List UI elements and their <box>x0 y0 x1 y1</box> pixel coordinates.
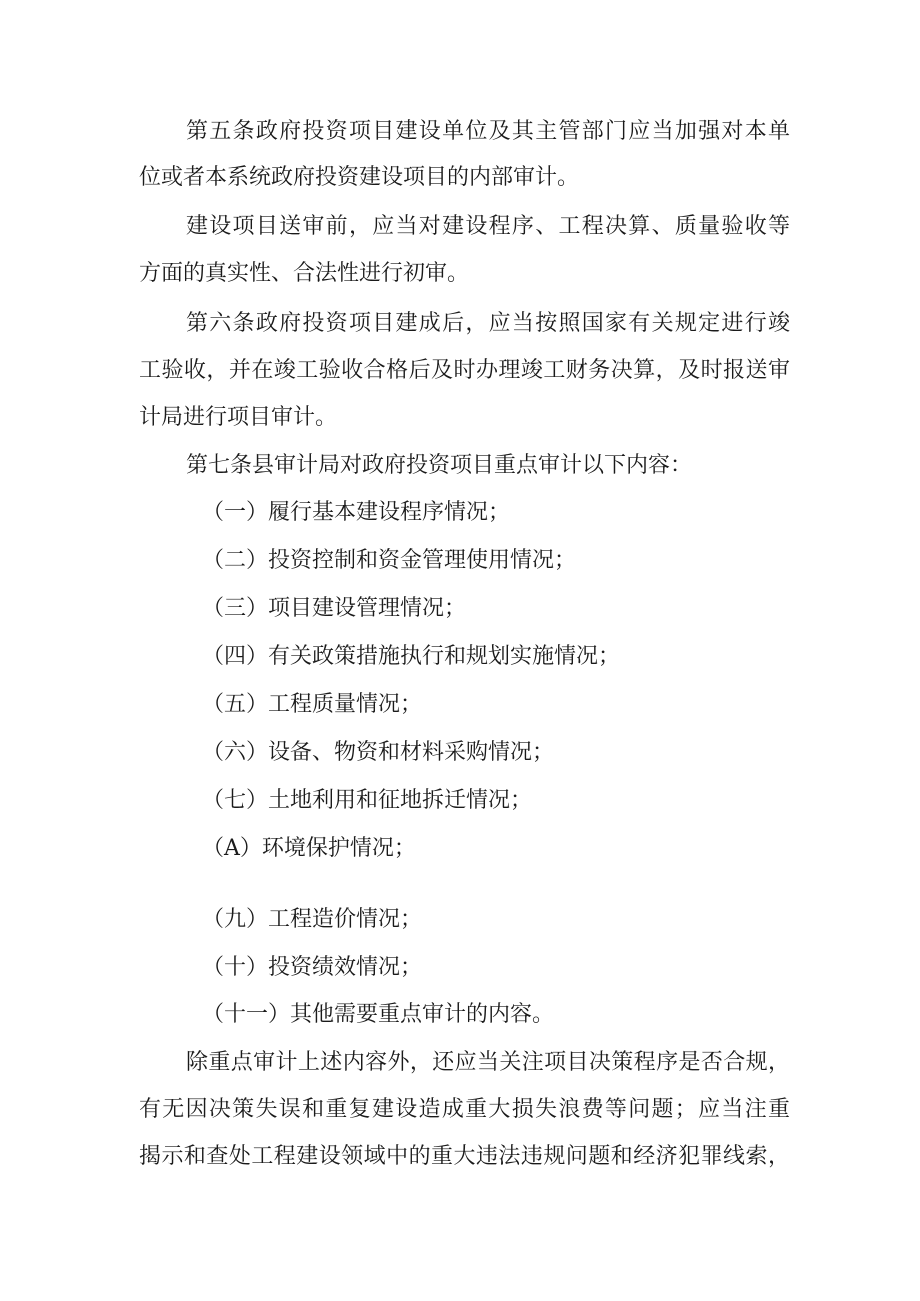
list-item: （九）工程造价情况； <box>202 907 423 932</box>
list-item: （一）履行基本建设程序情况； <box>202 500 511 525</box>
pre-review-line-1: 建设项目送审前，应当对建设程序、工程决算、质量验收等 <box>186 214 790 239</box>
list-item: （五）工程质量情况； <box>202 692 423 717</box>
article-6-line-1: 第六条政府投资项目建成后，应当按照国家有关规定进行竣 <box>186 311 790 336</box>
article-5-line-2: 位或者本系统政府投资建设项目的内部审计。 <box>139 165 580 190</box>
closing-line-2: 有无因决策失误和重复建设造成重大损失浪费等问题；应当注重 <box>139 1097 790 1122</box>
article-7-line-1: 第七条县审计局对政府投资项目重点审计以下内容： <box>186 453 693 478</box>
pre-review-line-2: 方面的真实性、合法性进行初审。 <box>139 261 470 286</box>
list-item: （七）土地利用和征地拆迁情况； <box>202 788 533 813</box>
article-5-line-1: 第五条政府投资项目建设单位及其主管部门应当加强对本单 <box>186 119 790 144</box>
list-item: （十）投资绩效情况； <box>202 955 423 980</box>
article-6-line-3: 计局进行项目审计。 <box>139 405 338 430</box>
list-item: （十一）其他需要重点审计的内容。 <box>202 1002 555 1027</box>
list-item: （三）项目建设管理情况； <box>202 596 467 621</box>
article-6-line-2: 工验收，并在竣工验收合格后及时办理竣工财务决算，及时报送审 <box>139 358 790 383</box>
closing-line-1: 除重点审计上述内容外，还应当关注项目决策程序是否合规， <box>186 1050 790 1075</box>
list-item: （A）环境保护情况； <box>202 836 416 861</box>
list-item: （六）设备、物资和材料采购情况； <box>202 740 555 765</box>
list-item: （二）投资控制和资金管理使用情况； <box>202 548 577 573</box>
closing-line-3: 揭示和查处工程建设领域中的重大违法违规问题和经济犯罪线索， <box>139 1144 790 1169</box>
list-item: （四）有关政策措施执行和规划实施情况； <box>202 644 621 669</box>
